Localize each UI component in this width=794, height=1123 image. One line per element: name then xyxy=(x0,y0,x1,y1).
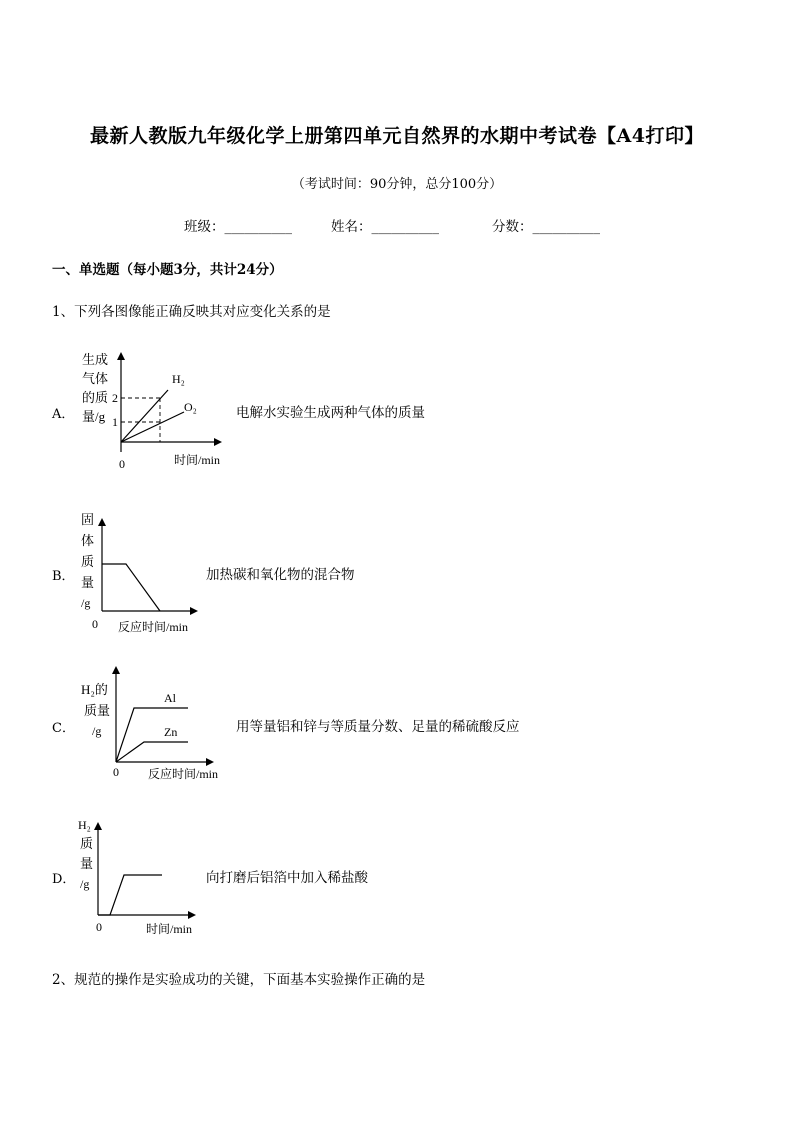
y-label-line: 质 xyxy=(81,554,95,569)
y-label-line: 生成 xyxy=(82,352,109,367)
y-label-line: 固 xyxy=(81,512,95,527)
x-axis-label: 时间/min xyxy=(146,922,193,936)
name-label: 姓名： xyxy=(331,219,372,235)
y-tick-label: 2 xyxy=(112,391,118,405)
option-a-description: 电解水实验生成两种气体的质量 xyxy=(236,405,425,421)
option-c-letter: C． xyxy=(52,721,75,736)
y-label-line: 质 xyxy=(80,836,94,851)
question-2-text: 2、规范的操作是实验成功的关键，下面基本实验操作正确的是 xyxy=(52,972,426,988)
series-line-zn xyxy=(116,742,188,762)
y-label-line: /g xyxy=(81,596,91,610)
page-title: 最新人教版九年级化学上册第四单元自然界的水期中考试卷【A4打印】 xyxy=(90,125,704,147)
option-a-graph xyxy=(78,345,238,475)
series-label-o2: O₂ xyxy=(184,400,197,414)
y-label-line: H₂的 xyxy=(81,682,108,697)
origin-label: 0 xyxy=(119,457,125,471)
origin-label: 0 xyxy=(113,765,119,779)
y-label-line: 量 xyxy=(80,856,94,871)
option-c-graph xyxy=(78,662,238,784)
y-label-line: 的质 xyxy=(82,390,109,405)
class-field xyxy=(184,215,292,235)
y-label-line: H₂ xyxy=(78,818,91,832)
name-field xyxy=(331,215,439,235)
series-line-h2-mass xyxy=(98,875,162,915)
series-label-h2: H₂ xyxy=(172,372,185,386)
option-d-letter: D． xyxy=(52,872,76,887)
x-axis-label: 反应时间/min xyxy=(148,767,219,781)
series-label-al: Al xyxy=(164,691,176,705)
y-tick-label: 1 xyxy=(112,415,118,429)
score-blank: __________ xyxy=(532,219,600,235)
series-line-solid-mass xyxy=(102,564,160,611)
section-heading: 一、单选题（每小题3分，共计24分） xyxy=(52,262,283,278)
origin-label: 0 xyxy=(96,920,102,934)
y-label-line: 质量 xyxy=(84,703,111,718)
question-1-text: 1、下列各图像能正确反映其对应变化关系的是 xyxy=(52,304,331,320)
option-b-letter: B． xyxy=(52,569,75,584)
score-label: 分数： xyxy=(492,219,533,235)
score-field xyxy=(492,215,600,235)
option-c-description: 用等量铝和锌与等质量分数、足量的稀硫酸反应 xyxy=(236,719,520,735)
option-b-description: 加热碳和氧化物的混合物 xyxy=(206,567,355,583)
x-axis-label: 反应时间/min xyxy=(118,620,189,634)
class-label: 班级： xyxy=(184,219,225,235)
option-d-description: 向打磨后铝箔中加入稀盐酸 xyxy=(206,870,368,886)
option-b-graph xyxy=(76,508,212,636)
y-label-line: /g xyxy=(80,877,90,891)
y-label-line: 量/g xyxy=(82,409,106,424)
option-a-letter: A． xyxy=(52,407,75,422)
x-axis-label: 时间/min xyxy=(174,453,221,467)
y-label-line: /g xyxy=(92,724,102,738)
y-label-line: 气体 xyxy=(82,371,109,386)
class-blank: __________ xyxy=(224,219,292,235)
exam-info: （考试时间：90分钟，总分100分） xyxy=(291,177,503,192)
y-label-line: 量 xyxy=(81,575,95,590)
option-d-graph xyxy=(76,814,210,938)
y-label-line: 体 xyxy=(81,533,95,548)
series-line-o2 xyxy=(121,412,184,442)
series-label-zn: Zn xyxy=(164,725,178,739)
origin-label: 0 xyxy=(92,617,98,631)
name-blank: __________ xyxy=(371,219,439,235)
